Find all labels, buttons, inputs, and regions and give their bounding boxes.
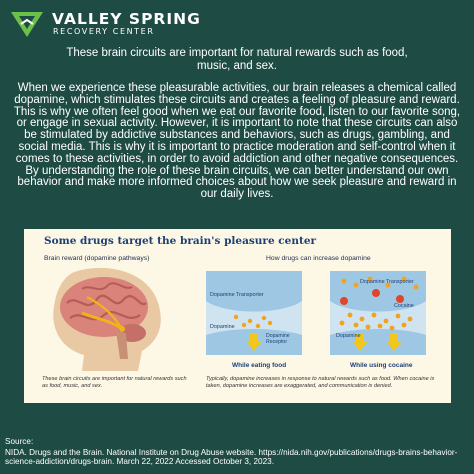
dopamine-caption: Typically, dopamine increases in response to natural rewards such as food. When cocaine is taken, dopamine increases are exaggerated, and communication is denied. [206, 376, 435, 389]
using-cocaine-panel [330, 271, 426, 355]
cocaine-transporter-label: Dopamine Transporter [360, 279, 414, 285]
valley-spring-logo-icon [10, 10, 44, 38]
drugs-dopamine-heading: How drugs can increase dopamine [266, 255, 371, 262]
cocaine-label: Cocaine [394, 303, 414, 309]
food-transporter-label: Dopamine Transporter [210, 292, 264, 298]
infographic-card [24, 229, 451, 403]
brain-illustration [42, 263, 172, 373]
brain-reward-heading: Brain reward (dopamine pathways) [44, 255, 150, 262]
brand-logo [10, 10, 201, 38]
source-label: Source: [5, 437, 34, 446]
body-paragraph: When we experience these pleasurable activities, our brain releases a chemical called dopamine, which stimulates these circuits and creates a feeling of pleasure and reward. This is why we often feel good when we eat our favorite food, listen to our favorite song, or engage in sexual activity. However, it is important to note that these circuits can also be stimulated by addictive substances and behaviors, such as drugs, gambling, and social media. This is why it is important to practice moderation and self-control when it comes to these activities, in order to avoid addiction and other negative consequences. By understanding the role of these brain circuits, we can better understand our own behavior and make more informed choices about how we seek pleasure and reward in our daily lives. [13, 82, 461, 201]
cocaine-dopamine-label: Dopamine [336, 333, 361, 339]
source-text: NIDA. Drugs and the Brain. National Institute on Drug Abuse website. https://nida.nih.gov/publications/drugs-brains-behavior-science-addiction/drugs-brain. March 22, 2022 Accessed October 3, 2023. [5, 447, 458, 466]
using-cocaine-caption: While using cocaine [350, 362, 413, 369]
infographic-title: Some drugs target the brain's pleasure center [44, 235, 317, 247]
eating-food-panel [206, 271, 302, 355]
source-citation [5, 437, 470, 467]
food-receptor-label: Dopamine Receptor [266, 333, 290, 345]
brain-caption: These brain circuits are important for natural rewards such as food, music, and sex. [42, 376, 187, 389]
head-brain-icon [42, 263, 172, 373]
brand-name: VALLEY SPRING [52, 10, 201, 28]
brand-tagline: RECOVERY CENTER [53, 27, 155, 36]
eating-food-caption: While eating food [232, 362, 287, 369]
food-dopamine-label: Dopamine [210, 324, 235, 330]
intro-text: These brain circuits are important for natural rewards such as food, music, and sex. [66, 47, 408, 72]
